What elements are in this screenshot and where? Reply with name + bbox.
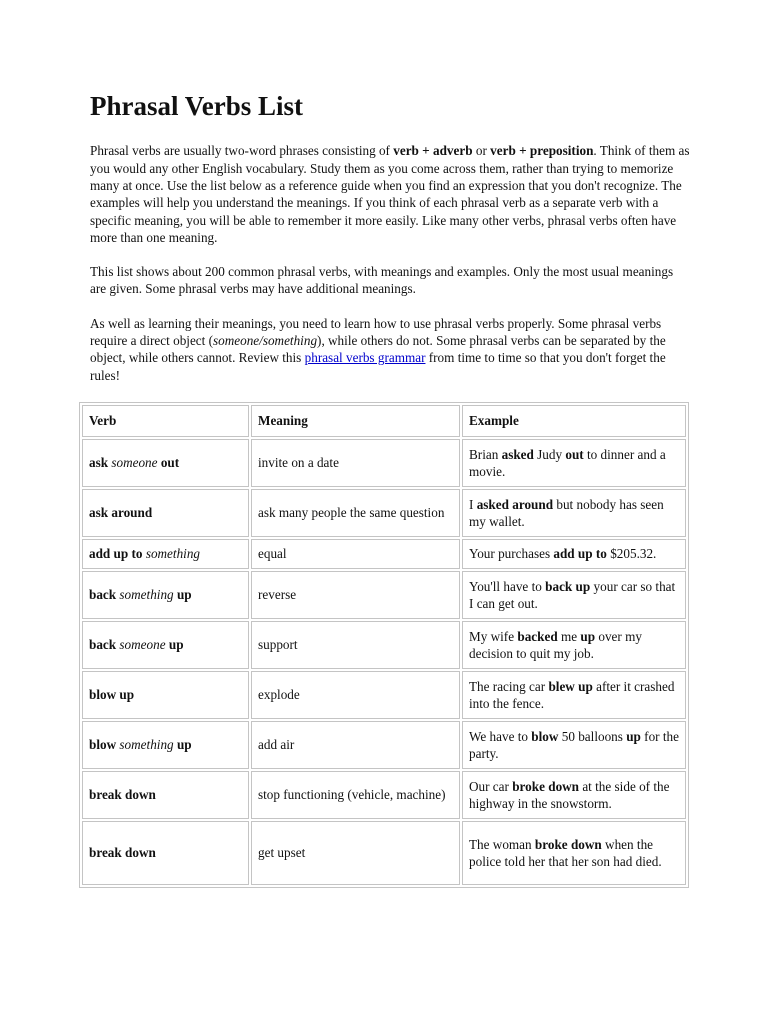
- verb-text: something: [119, 587, 174, 603]
- intro-text: from time to time so that you don't forget the rules!: [90, 350, 666, 383]
- verb-text: back: [89, 637, 120, 653]
- example-cell: [462, 721, 686, 769]
- verb-cell: [82, 439, 249, 487]
- example-text: My wife: [469, 628, 518, 644]
- verb-cell: [82, 489, 249, 537]
- intro-text: As well as learning their meanings, you need to learn how to use phrasal verbs properly. Some phrasal verbs require a direct object (: [90, 315, 662, 349]
- verb-text: blow up: [89, 687, 135, 703]
- meaning-cell: explode: [251, 671, 460, 719]
- example-text: me: [557, 628, 581, 644]
- example-cell: [462, 439, 686, 487]
- verb-cell: [82, 671, 249, 719]
- table-row: [82, 439, 686, 487]
- intro-text: . Think of them as you would any other English vocabulary. Study them as you come across them, rather than trying to memorize many at once. Use the list below as a reference guide when you find an expression that you don't recognize. The examples will help you understand the meanings. If you think of each phrasal verb as a separate verb with a specific meaning, you will be able to remember it more easily. Like many other verbs, phrasal verbs often have more than one meaning.: [90, 143, 690, 245]
- intro-emphasis: verb + preposition: [490, 143, 594, 159]
- verb-text: ask around: [89, 505, 153, 521]
- verb-text: up: [173, 587, 192, 603]
- example-text: broke down: [534, 836, 602, 852]
- verb-cell: [82, 771, 249, 819]
- example-text: $205.32.: [606, 546, 657, 562]
- verb-cell: [82, 571, 249, 619]
- table-row: [82, 539, 686, 569]
- example-text: blew up: [548, 678, 593, 694]
- verb-cell: [82, 621, 249, 669]
- verb-text: blow: [89, 737, 120, 753]
- document-page: [90, 90, 690, 401]
- example-cell: [462, 539, 686, 569]
- intro-text: ), while others do not. Some phrasal verbs can be separated by the object, while others cannot. Review this: [90, 333, 666, 366]
- table-header-row: [82, 405, 686, 437]
- verb-text: up: [173, 737, 192, 753]
- verb-text: someone: [111, 455, 158, 471]
- table-row: [82, 771, 686, 819]
- example-text: 50 balloons: [558, 728, 627, 744]
- table-row: [82, 571, 686, 619]
- header-example: Example: [462, 405, 686, 437]
- page-title: Phrasal Verbs List: [90, 91, 304, 121]
- verb-text: something: [119, 737, 174, 753]
- example-text: The racing car: [469, 678, 549, 694]
- meaning-cell: invite on a date: [251, 439, 460, 487]
- verb-text: break down: [89, 787, 156, 803]
- grammar-link[interactable]: phrasal verbs grammar: [304, 350, 426, 366]
- meaning-cell: get upset: [251, 821, 460, 885]
- intro-emphasis: verb + adverb: [393, 143, 473, 159]
- table-row: [82, 621, 686, 669]
- intro-paragraph-3: [90, 315, 690, 384]
- header-verb: Verb: [82, 405, 249, 437]
- header-meaning: Meaning: [251, 405, 460, 437]
- example-text: after it crashed into the fence.: [469, 678, 675, 711]
- example-text: Our car: [469, 778, 513, 794]
- example-text: I: [469, 496, 477, 512]
- verb-text: break down: [89, 845, 156, 861]
- intro-paragraph-2: This list shows about 200 common phrasal verbs, with meanings and examples. Only the most usual meanings are given. Some phrasal verbs may have additional meanings.: [90, 264, 674, 297]
- meaning-cell: equal: [251, 539, 460, 569]
- example-cell: [462, 771, 686, 819]
- example-text: over my decision to quit my job.: [469, 628, 642, 661]
- example-text: Your purchases: [469, 546, 554, 562]
- example-text: Judy: [533, 446, 566, 462]
- example-cell: [462, 621, 686, 669]
- table-row: [82, 721, 686, 769]
- table-row: [82, 821, 686, 885]
- example-text: for the party.: [469, 728, 679, 761]
- meaning-cell: support: [251, 621, 460, 669]
- meaning-cell: reverse: [251, 571, 460, 619]
- example-text: your car so that I can get out.: [469, 578, 676, 611]
- verb-cell: [82, 721, 249, 769]
- example-text: backed: [517, 628, 558, 644]
- verb-text: someone: [119, 637, 166, 653]
- meaning-cell: add air: [251, 721, 460, 769]
- verb-text: out: [157, 455, 180, 471]
- example-cell: [462, 489, 686, 537]
- intro-text: Phrasal verbs are usually two-word phrases consisting of: [90, 143, 394, 159]
- example-text: back up: [545, 578, 591, 594]
- verb-text: ask: [89, 455, 112, 471]
- verb-text: something: [145, 546, 201, 562]
- example-text: add up to: [553, 546, 607, 562]
- example-text: asked: [501, 446, 534, 462]
- intro-text: or: [472, 143, 491, 159]
- example-text: You'll have to: [469, 578, 546, 594]
- phrasal-verbs-table: [79, 402, 689, 888]
- verb-cell: [82, 539, 249, 569]
- example-text: at the side of the highway in the snowstorm.: [469, 778, 670, 811]
- example-text: We have to: [469, 728, 532, 744]
- example-text: broke down: [512, 778, 580, 794]
- table-row: [82, 489, 686, 537]
- meaning-cell: stop functioning (vehicle, machine): [251, 771, 460, 819]
- intro-paragraph-1: [90, 142, 690, 246]
- table-row: [82, 671, 686, 719]
- example-cell: [462, 671, 686, 719]
- verb-cell: [82, 821, 249, 885]
- example-text: but nobody has seen my wallet.: [469, 496, 664, 529]
- meaning-cell: ask many people the same question: [251, 489, 460, 537]
- example-text: up: [580, 628, 596, 644]
- example-cell: [462, 821, 686, 885]
- example-text: Brian: [469, 446, 502, 462]
- verb-text: add up to: [89, 546, 146, 562]
- example-text: to dinner and a movie.: [469, 446, 666, 479]
- verb-text: back: [89, 587, 120, 603]
- example-text: up: [626, 728, 641, 744]
- example-text: The woman: [469, 836, 535, 852]
- verb-text: up: [165, 637, 184, 653]
- example-cell: [462, 571, 686, 619]
- example-text: blow: [531, 728, 559, 744]
- example-text: when the police told her that her son had died.: [469, 836, 662, 869]
- example-text: asked around: [476, 496, 554, 512]
- example-text: out: [565, 446, 584, 462]
- intro-italic: someone/something: [213, 333, 318, 349]
